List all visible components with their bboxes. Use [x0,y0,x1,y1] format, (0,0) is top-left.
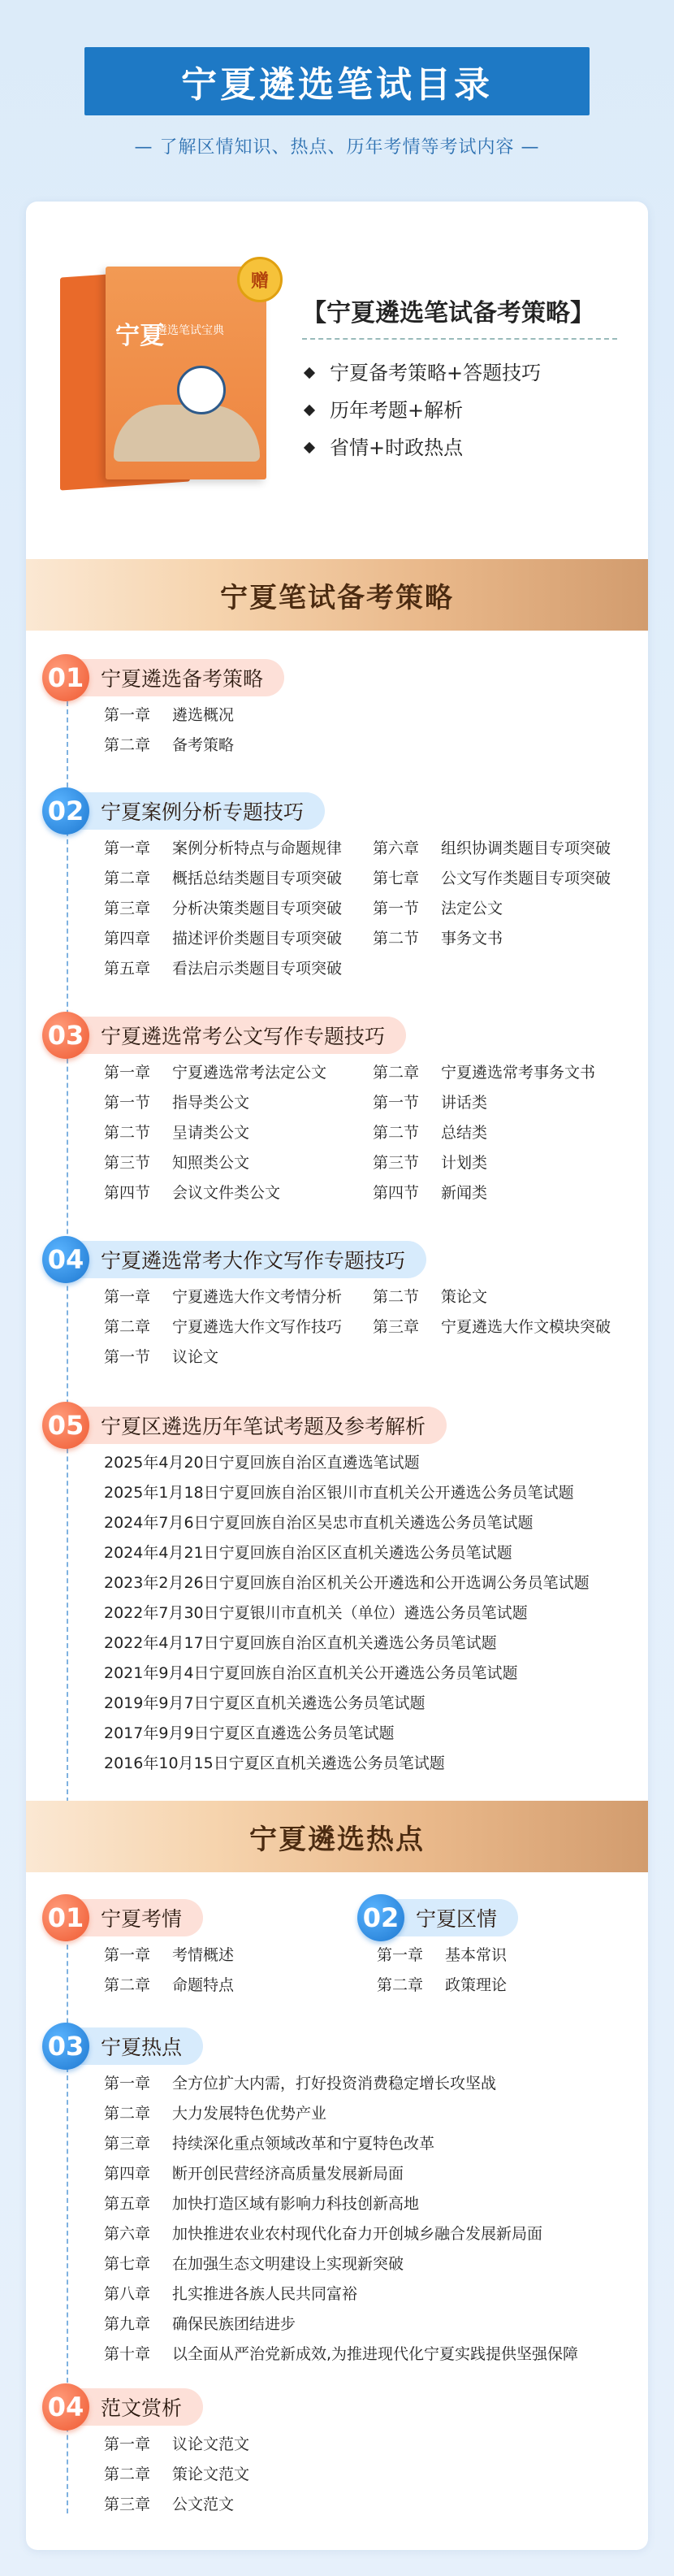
chapter-row: 第三章 宁夏遴选大作文模块突破 [373,1318,611,1336]
chapter-row: 第五章 加快打造区域有影响力科技创新高地 [104,2195,420,2213]
chapter-row: 第一章 遴选概况 [104,706,235,724]
exam-item: 2019年9月7日宁夏区直机关遴选公务员笔试题 [104,1694,426,1712]
section-number: 01 [42,654,89,701]
section-badge-05 [42,1406,447,1445]
chapter-row: 第二节 总结类 [373,1124,488,1142]
section-badge-01 [42,658,284,697]
chapter-row: 第五章 看法启示类题目专项突破 [104,960,343,978]
strategy-item-text: 历年考题+解析 [330,399,464,422]
diamond-bullet-icon [304,405,315,416]
chapter-row: 第一节 指导类公文 [104,1094,250,1112]
hot-badge-01 [42,1898,203,1937]
strategy-divider [302,338,617,340]
exam-item: 2016年10月15日宁夏区直机关遴选公务员笔试题 [104,1754,445,1772]
book-title-big: 宁夏 [115,322,164,350]
chapter-row: 第三节 计划类 [373,1154,488,1172]
chapter-row: 第一章 宁夏遴选常考法定公文 [104,1064,327,1082]
section-number: 01 [42,1894,89,1941]
exam-item: 2021年9月4日宁夏回族自治区直机关公开遴选公务员笔试题 [104,1664,518,1682]
chapter-row: 第二章 备考策略 [104,736,235,754]
chapter-list [104,699,234,759]
section-badge-02 [42,791,325,830]
exam-item: 2017年9月9日宁夏区直遴选公务员笔试题 [104,1724,395,1742]
section-label: 宁夏遴选常考公文写作专题技巧 [75,1017,406,1054]
section-badge-03 [42,1016,406,1055]
chapter-row: 第八章 扎实推进各族人民共同富裕 [104,2285,358,2303]
chapter-row: 第二章 宁夏遴选常考事务文书 [373,1064,596,1082]
diamond-bullet-icon [304,442,315,453]
chapter-row: 第一节 讲话类 [373,1094,488,1112]
chapter-row: 第六章 组织协调类题目专项突破 [373,839,611,857]
section-label: 宁夏考情 [75,1899,203,1936]
chapter-row: 第四章 描述评价类题目专项突破 [104,930,343,948]
chapter-list-left [104,1281,342,1371]
section-number: 02 [42,787,89,835]
book-front-cover [106,267,266,479]
chapter-row: 第一章 全方位扩大内需，打好投资消费稳定增长攻坚战 [104,2075,497,2092]
section-band-hotspots [26,1801,648,1872]
chapter-row: 第一章 宁夏遴选大作文考情分析 [104,1288,343,1306]
chapter-row: 第二章 政策理论 [377,1976,508,1994]
section-band-title: 宁夏笔试备考策略 [220,581,454,614]
chapter-row: 第四节 会议文件类公文 [104,1184,281,1202]
chapter-row: 第二章 宁夏遴选大作文写作技巧 [104,1318,343,1336]
exam-item: 2025年1月18日宁夏回族自治区银川市直机关公开遴选公务员笔试题 [104,1484,574,1502]
chapter-list-right [373,832,611,952]
chapter-row: 第一节 法定公文 [373,900,503,917]
catalog-card [26,202,648,2550]
book-hill-graphic [114,405,260,462]
section-number: 04 [42,1236,89,1283]
chapter-row: 第二节 事务文书 [373,930,503,948]
section-badge-04 [42,1240,426,1279]
section-label: 宁夏遴选常考大作文写作专题技巧 [75,1241,426,1278]
section-band-strategy [26,559,648,631]
gift-badge-text: 赠 [250,271,269,292]
chapter-row: 第七章 在加强生态文明建设上实现新突破 [104,2255,404,2273]
chapter-row: 第一章 考情概述 [104,1946,235,1964]
gift-badge [237,257,283,302]
page-subtitle: — 了解区情知识、热点、历年考情等考试内容 — [134,137,540,158]
chapter-list [104,2067,578,2368]
chapter-row: 第二章 大力发展特色优势产业 [104,2105,327,2123]
exam-item: 2023年2月26日宁夏回族自治区机关公开遴选和公开选调公务员笔试题 [104,1574,590,1592]
chapter-row: 第六章 加快推进农业农村现代化奋力开创城乡融合发展新局面 [104,2225,543,2243]
strategy-item [305,429,541,466]
chapter-row: 第二章 概括总结类题目专项突破 [104,870,343,887]
strategy-item-text: 省情+时政热点 [330,436,464,459]
section-number: 03 [42,1012,89,1059]
chapter-row: 第九章 确保民族团结进步 [104,2315,296,2333]
chapter-row: 第三章 分析决策类题目专项突破 [104,900,343,917]
book-illustration [60,267,304,486]
page-title-banner [84,47,590,115]
section-label: 范文赏析 [75,2388,203,2426]
strategy-item [305,392,541,429]
strategy-list [305,354,541,466]
chapter-row: 第二章 命题特点 [104,1976,235,1994]
chapter-row: 第三章 持续深化重点领域改革和宁夏特色改革 [104,2135,435,2153]
diamond-bullet-icon [304,367,315,379]
chapter-list-right [373,1281,611,1341]
chapter-list [104,1939,234,1999]
chapter-row: 第二节 策论文 [373,1288,488,1306]
section-label: 宁夏区情 [390,1899,518,1936]
exam-item: 2022年7月30日宁夏银川市直机关（单位）遴选公务员笔试题 [104,1604,528,1622]
exam-item: 2022年4月17日宁夏回族自治区直机关遴选公务员笔试题 [104,1634,497,1652]
exam-item: 2024年4月21日宁夏回族自治区区直机关遴选公务员笔试题 [104,1544,512,1562]
book-title-small: 遴选笔试宝典 [156,324,224,337]
section-label: 宁夏区遴选历年笔试考题及参考解析 [75,1407,447,1444]
section-number: 03 [42,2023,89,2070]
book-person-graphic [177,366,226,414]
chapter-row: 第三节 知照类公文 [104,1154,250,1172]
chapter-list-right [373,1056,595,1207]
page-title: 宁夏遴选笔试目录 [181,64,493,106]
exam-item: 2025年4月20日宁夏回族自治区直遴选笔试题 [104,1454,420,1472]
hot-badge-02 [357,1898,518,1937]
strategy-title: 【宁夏遴选笔试备考策略】 [302,299,594,327]
section-label: 宁夏遴选备考策略 [75,659,284,696]
chapter-row: 第四节 新闻类 [373,1184,488,1202]
chapter-list-left [104,832,342,982]
section-band-title: 宁夏遴选热点 [249,1823,425,1856]
chapter-row: 第一章 案例分析特点与命题规律 [104,839,343,857]
chapter-row: 第二节 呈请类公文 [104,1124,250,1142]
section-number: 05 [42,1402,89,1449]
section-number: 02 [357,1894,404,1941]
section-number: 04 [42,2383,89,2431]
chapter-row: 第三章 公文范文 [104,2496,235,2513]
exam-item: 2024年7月6日宁夏回族自治区吴忠市直机关遴选公务员笔试题 [104,1514,534,1532]
chapter-list [377,1939,507,1999]
chapter-row: 第二章 策论文范文 [104,2465,250,2483]
strategy-item-text: 宁夏备考策略+答题技巧 [330,362,542,384]
section-label: 宁夏热点 [75,2027,203,2065]
chapter-list [104,2428,249,2518]
chapter-row: 第十章 以全面从严治党新成效,为推进现代化宁夏实践提供坚强保障 [104,2345,579,2363]
chapter-row: 第四章 断开创民营经济高质量发展新局面 [104,2165,404,2183]
chapter-row: 第七章 公文写作类题目专项突破 [373,870,611,887]
chapter-row: 第一章 基本常识 [377,1946,508,1964]
chapter-row: 第一章 议论文范文 [104,2435,250,2453]
hot-badge-03 [42,2027,203,2066]
exam-list [104,1446,590,1777]
chapter-list-left [104,1056,326,1207]
section-label: 宁夏案例分析专题技巧 [75,792,325,830]
strategy-item [305,354,541,392]
hot-badge-04 [42,2387,203,2426]
chapter-row: 第一节 议论文 [104,1348,219,1366]
